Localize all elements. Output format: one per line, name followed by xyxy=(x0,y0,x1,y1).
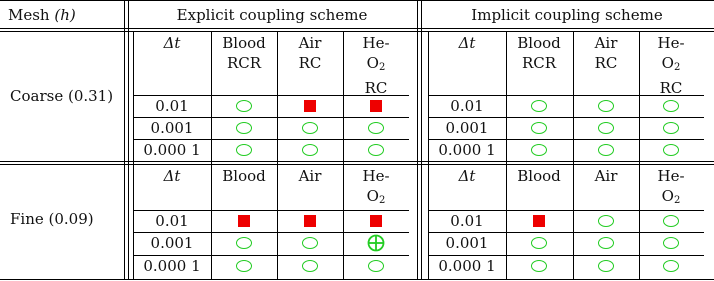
mesh-fine-label: Fine (0.09) xyxy=(10,210,94,228)
col-rule xyxy=(343,32,344,280)
mesh-coarse-label: Coarse (0.31) xyxy=(10,87,114,105)
heo2-header: He- $O_2$ xyxy=(657,167,685,206)
partial-marker xyxy=(367,234,385,252)
air-header: Air RC xyxy=(298,34,322,72)
converged-marker xyxy=(302,237,318,249)
divider-mesh-a xyxy=(124,0,125,280)
converged-marker xyxy=(236,100,252,112)
timestep-cell: 0.001 xyxy=(150,119,194,137)
converged-marker xyxy=(663,237,679,249)
converged-marker xyxy=(598,100,614,112)
converged-marker xyxy=(663,144,679,156)
timestep-cell: 0.000 1 xyxy=(438,257,496,275)
heo2-header: He- $O_2$ RC xyxy=(657,34,685,97)
converged-marker xyxy=(236,260,252,272)
blood-header: Blood RCR xyxy=(517,34,561,72)
converged-marker xyxy=(236,144,252,156)
converged-marker xyxy=(236,237,252,249)
converged-marker xyxy=(598,122,614,134)
converged-marker xyxy=(368,122,384,134)
inner-left-imp xyxy=(428,32,429,280)
converged-marker xyxy=(531,144,547,156)
row-rule xyxy=(428,232,704,233)
section-rule-1 xyxy=(0,161,714,162)
section-rule-2 xyxy=(0,164,714,165)
converged-marker xyxy=(236,122,252,134)
col-rule xyxy=(277,32,278,280)
converged-marker xyxy=(663,215,679,227)
timestep-cell: 0.000 1 xyxy=(143,257,201,275)
converged-marker xyxy=(531,122,547,134)
row-rule xyxy=(428,139,704,140)
dt-header: Δt xyxy=(163,167,181,185)
row-rule xyxy=(428,117,704,118)
converged-marker xyxy=(598,144,614,156)
timestep-cell: 0.01 xyxy=(450,97,484,115)
timestep-cell: 0.01 xyxy=(450,212,484,230)
blood-header: Blood xyxy=(222,167,266,185)
diverged-marker xyxy=(533,215,545,227)
timestep-cell: 0.01 xyxy=(155,212,189,230)
converged-marker xyxy=(663,122,679,134)
header-rule-1 xyxy=(0,28,714,29)
converged-marker xyxy=(302,144,318,156)
top-rule xyxy=(0,0,714,1)
dt-header: Δt xyxy=(163,34,181,52)
timestep-cell: 0.000 1 xyxy=(143,141,201,159)
converged-marker xyxy=(302,260,318,272)
divider-scheme-b xyxy=(421,0,422,280)
converged-marker xyxy=(531,237,547,249)
timestep-cell: 0.000 1 xyxy=(438,141,496,159)
row-rule xyxy=(428,255,704,256)
implicit-header: Implicit coupling scheme xyxy=(471,6,663,24)
bottom-rule xyxy=(0,279,714,280)
row-rule xyxy=(133,117,409,118)
dt-header: Δt xyxy=(458,34,476,52)
divider-scheme-a xyxy=(417,0,418,280)
converged-marker xyxy=(368,260,384,272)
timestep-cell: 0.001 xyxy=(150,234,194,252)
converged-marker xyxy=(663,260,679,272)
timestep-cell: 0.001 xyxy=(445,119,489,137)
converged-marker xyxy=(531,100,547,112)
air-header: Air xyxy=(298,167,322,185)
explicit-header: Explicit coupling scheme xyxy=(176,6,368,24)
dt-header: Δt xyxy=(458,167,476,185)
air-header: Air RC xyxy=(594,34,618,72)
timestep-cell: 0.001 xyxy=(445,234,489,252)
converged-marker xyxy=(598,215,614,227)
header-rule-2 xyxy=(0,31,714,32)
diverged-marker xyxy=(370,215,382,227)
col-rule xyxy=(573,32,574,280)
row-rule xyxy=(133,139,409,140)
diverged-marker xyxy=(370,100,382,112)
converged-marker xyxy=(598,237,614,249)
converged-marker xyxy=(663,100,679,112)
row-rule xyxy=(133,232,409,233)
heo2-header: He- $O_2$ xyxy=(362,167,390,206)
timestep-cell: 0.01 xyxy=(155,97,189,115)
divider-mesh-b xyxy=(128,0,129,280)
col-rule xyxy=(506,32,507,280)
diverged-marker xyxy=(304,100,316,112)
converged-marker xyxy=(368,144,384,156)
row-rule xyxy=(133,255,409,256)
col-rule xyxy=(211,32,212,280)
blood-header: Blood xyxy=(517,167,561,185)
heo2-header: He- $O_2$ RC xyxy=(362,34,390,97)
blood-header: Blood RCR xyxy=(222,34,266,72)
air-header: Air xyxy=(594,167,618,185)
mesh-header: Mesh (h) xyxy=(8,6,76,24)
converged-marker xyxy=(598,260,614,272)
inner-left-exp xyxy=(133,32,134,280)
converged-marker xyxy=(302,122,318,134)
converged-marker xyxy=(531,260,547,272)
diverged-marker xyxy=(238,215,250,227)
col-rule xyxy=(639,32,640,280)
diverged-marker xyxy=(304,215,316,227)
